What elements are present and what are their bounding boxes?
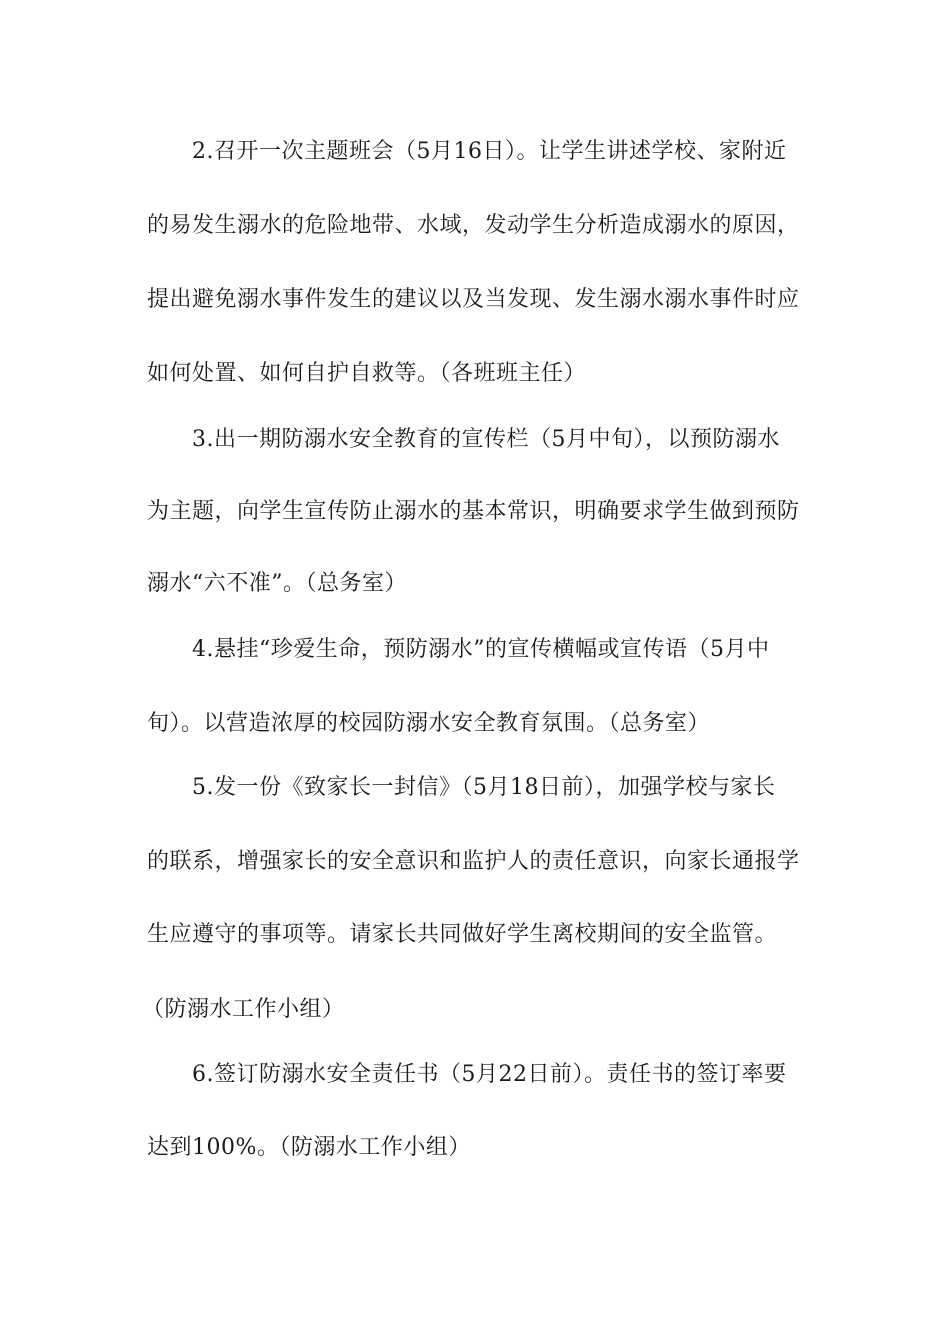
paragraph-2-line-3: 提出避免溺水事件发生的建议以及当发现、发生溺水溺水事件时应 <box>147 287 800 312</box>
paragraph-5-line-3: 生应遵守的事项等。请家长共同做好学生离校期间的安全监管。 <box>147 922 778 947</box>
paragraph-3-line-2: 为主题，向学生宣传防止溺水的基本常识，明确要求学生做到预防 <box>147 499 800 524</box>
paragraph-2-line-2: 的易发生溺水的危险地带、水域，发动学生分析造成溺水的原因， <box>147 213 800 238</box>
paragraph-2-line-1: 2.召开一次主题班会（5月16日）。让学生讲述学校、家附近 <box>192 139 787 164</box>
paragraph-6-line-1: 6.签订防溺水安全责任书（5月22日前）。责任书的签订率要 <box>192 1062 787 1087</box>
paragraph-5-line-4: （防溺水工作小组） <box>142 997 345 1022</box>
paragraph-2-line-4: 如何处置、如何自护自救等。（各班班主任） <box>147 361 587 386</box>
paragraph-3-line-1: 3.出一期防溺水安全教育的宣传栏（5月中旬），以预防溺水 <box>192 427 780 452</box>
paragraph-4-line-1: 4.悬挂“珍爱生命，预防溺水”的宣传横幅或宣传语（5月中 <box>192 637 770 662</box>
paragraph-5-line-1: 5.发一份《致家长一封信》（5月18日前），加强学校与家长 <box>192 775 776 800</box>
paragraph-6-line-2: 达到100%。（防溺水工作小组） <box>147 1135 471 1160</box>
paragraph-3-line-3: 溺水“六不准”。（总务室） <box>147 571 407 596</box>
paragraph-4-line-2: 旬）。以营造浓厚的校园防溺水安全教育氛围。（总务室） <box>147 711 711 736</box>
paragraph-5-line-2: 的联系，增强家长的安全意识和监护人的责任意识，向家长通报学 <box>147 849 800 874</box>
